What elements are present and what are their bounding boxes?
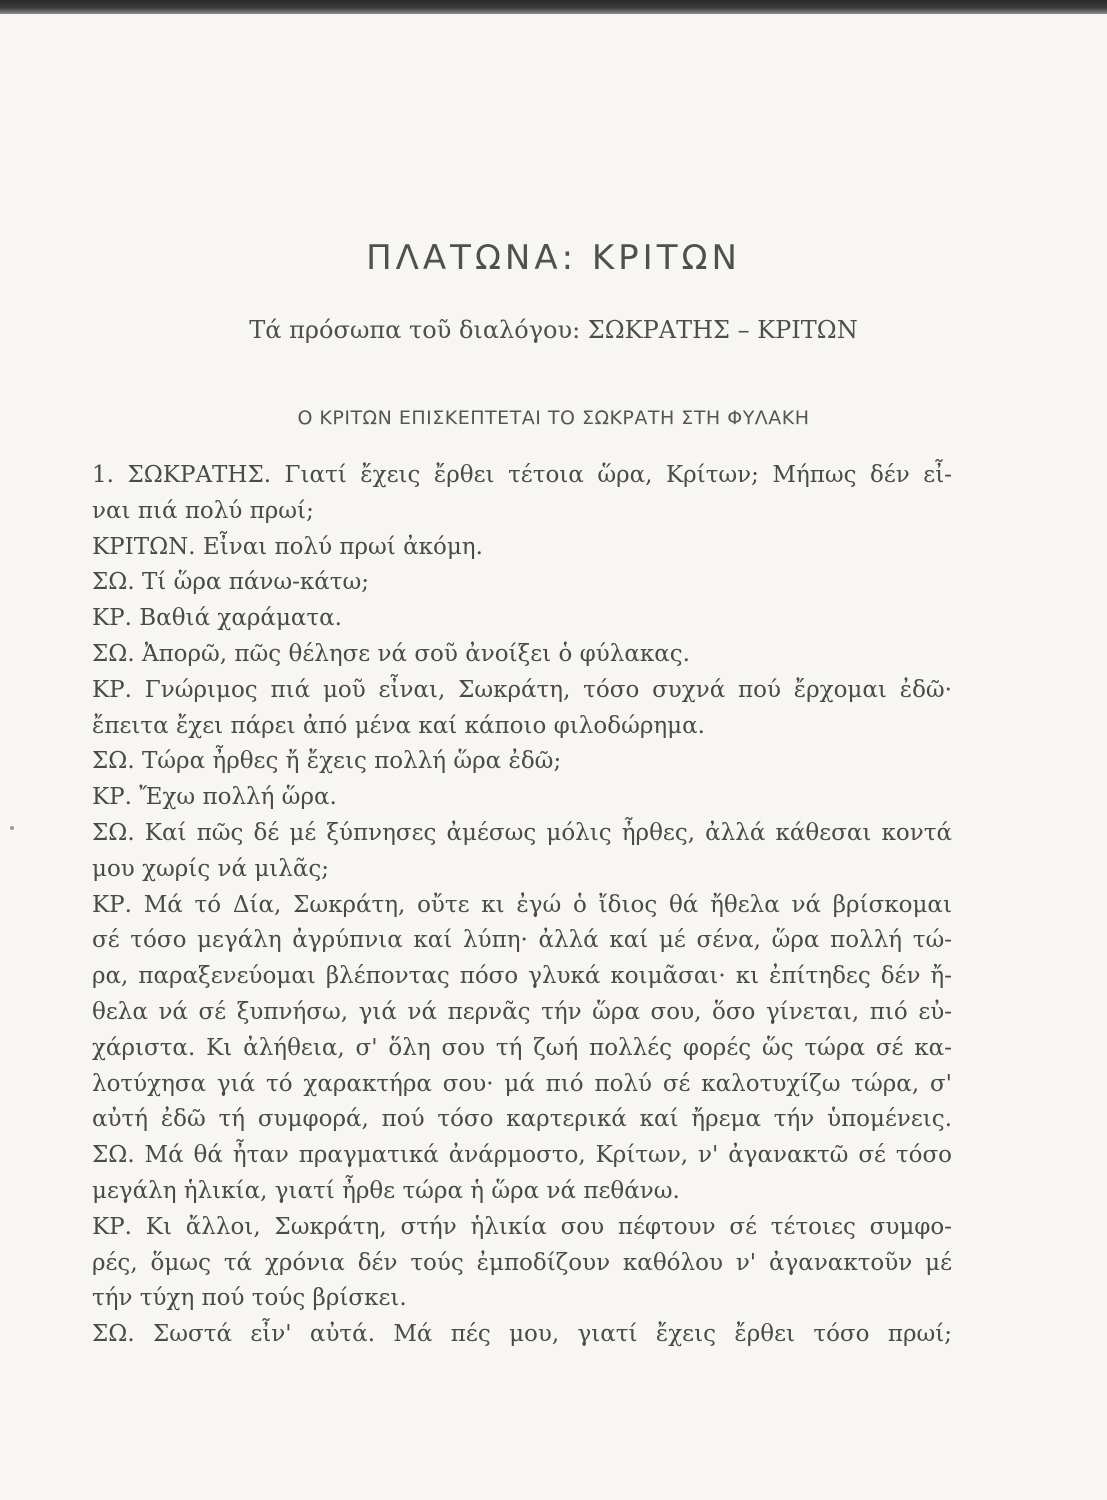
text-line: 1. ΣΩΚΡΑΤΗΣ. Γιατί ἔχεις ἔρθει τέτοια ὥρα, Κρίτων; Μήπως δέν εἶ- [92,462,952,488]
text-line: ΚΡ. Ἔχω πολλή ὥρα. [92,784,337,811]
dramatis-personae: Τά πρόσωπα τοῦ διαλόγου: ΣΩΚΡΑΤΗΣ – ΚΡΙΤΩΝ [249,316,858,344]
text-line: ρές, ὅμως τά χρόνια δέν τούς ἐμποδίζουν καθόλου ν' ἀγανακτοῦν μέ [92,1249,952,1276]
text-line: ΣΩ. Καί πῶς δέ μέ ξύπνησες ἀμέσως μόλις ἦρθες, ἀλλά κάθεσαι κοντά [92,819,952,846]
text-line: λοτύχησα γιά τό χαρακτήρα σου· μά πιό πολύ σέ καλοτυχίζω τώρα, σ' [92,1070,952,1097]
section-heading: Ο ΚΡΙΤΩΝ ΕΠΙΣΚΕΠΤΕΤΑΙ ΤΟ ΣΩΚΡΑΤΗ ΣΤΗ ΦΥΛΑΚΗ [297,407,810,429]
text-line: ΣΩ. Σωστά εἶν' αὐτά. Μά πές μου, γιατί ἔχεις ἔρθει τόσο πρωί; [92,1321,952,1348]
text-line: ΚΡ. Μά τό Δία, Σωκράτη, οὔτε κι ἐγώ ὁ ἴδιος θά ἤθελα νά βρίσκομαι [92,891,952,918]
text-line: ΚΡ. Βαθιά χαράματα. [92,605,342,632]
text-line: ἔπειτα ἔχει πάρει ἀπό μένα καί κάποιο φιλοδώρημα. [92,712,705,739]
text-line: ΚΡ. Γνώριμος πιά μοῦ εἶναι, Σωκράτη, τόσο συχνά πού ἔρχομαι ἐδῶ· [92,676,952,703]
text-line: θελα νά σέ ξυπνήσω, γιά νά περνᾶς τήν ὥρα σου, ὅσο γίνεται, πιό εὐ- [92,998,952,1025]
text-line: ΣΩ. Τί ὥρα πάνω-κάτω; [92,569,370,596]
text-line: χάριστα. Κι ἀλήθεια, σ' ὅλη σου τή ζωή πολλές φορές ὥς τώρα σέ κα- [92,1034,952,1061]
dialogue-text [92,458,952,1353]
text-line: ΣΩ. Τώρα ἦρθες ἤ ἔχεις πολλή ὥρα ἐδῶ; [92,748,562,775]
text-line: ΚΡΙΤΩΝ. Εἶναι πολύ πρωί ἀκόμη. [92,533,483,560]
text-line: ναι πιά πολύ πρωί; [92,497,314,524]
text-line: αὐτή ἐδῶ τή συμφορά, πού τόσο καρτερικά καί ἤρεμα τήν ὑπομένεις. [92,1106,952,1133]
text-line: ΣΩ. Ἀπορῶ, πῶς θέλησε νά σοῦ ἀνοίξει ὁ φύλακας. [92,640,690,667]
text-line: ΚΡ. Κι ἄλλοι, Σωκράτη, στήν ἡλικία σου πέφτουν σέ τέτοιες συμφο- [92,1213,952,1240]
text-line: μου χωρίς νά μιλᾶς; [92,855,330,882]
page-title: ΠΛΑΤΩΝΑ: ΚΡΙΤΩΝ [366,238,741,278]
text-line: τήν τύχη πού τούς βρίσκει. [92,1285,407,1312]
text-line: ρα, παραξενεύομαι βλέποντας πόσο γλυκά κοιμᾶσαι· κι ἐπίτηδες δέν ἤ- [92,963,952,990]
text-line: μεγάλη ἡλικία, γιατί ἦρθε τώρα ἡ ὥρα νά πεθάνω. [92,1177,680,1204]
text-line: σέ τόσο μεγάλη ἀγρύπνια καί λύπη· ἀλλά καί μέ σένα, ὥρα πολλή τώ- [92,927,952,954]
text-line: ΣΩ. Μά θά ἦταν πραγματικά ἀνάρμοστο, Κρίτων, ν' ἀγανακτῶ σέ τόσο [92,1142,952,1169]
